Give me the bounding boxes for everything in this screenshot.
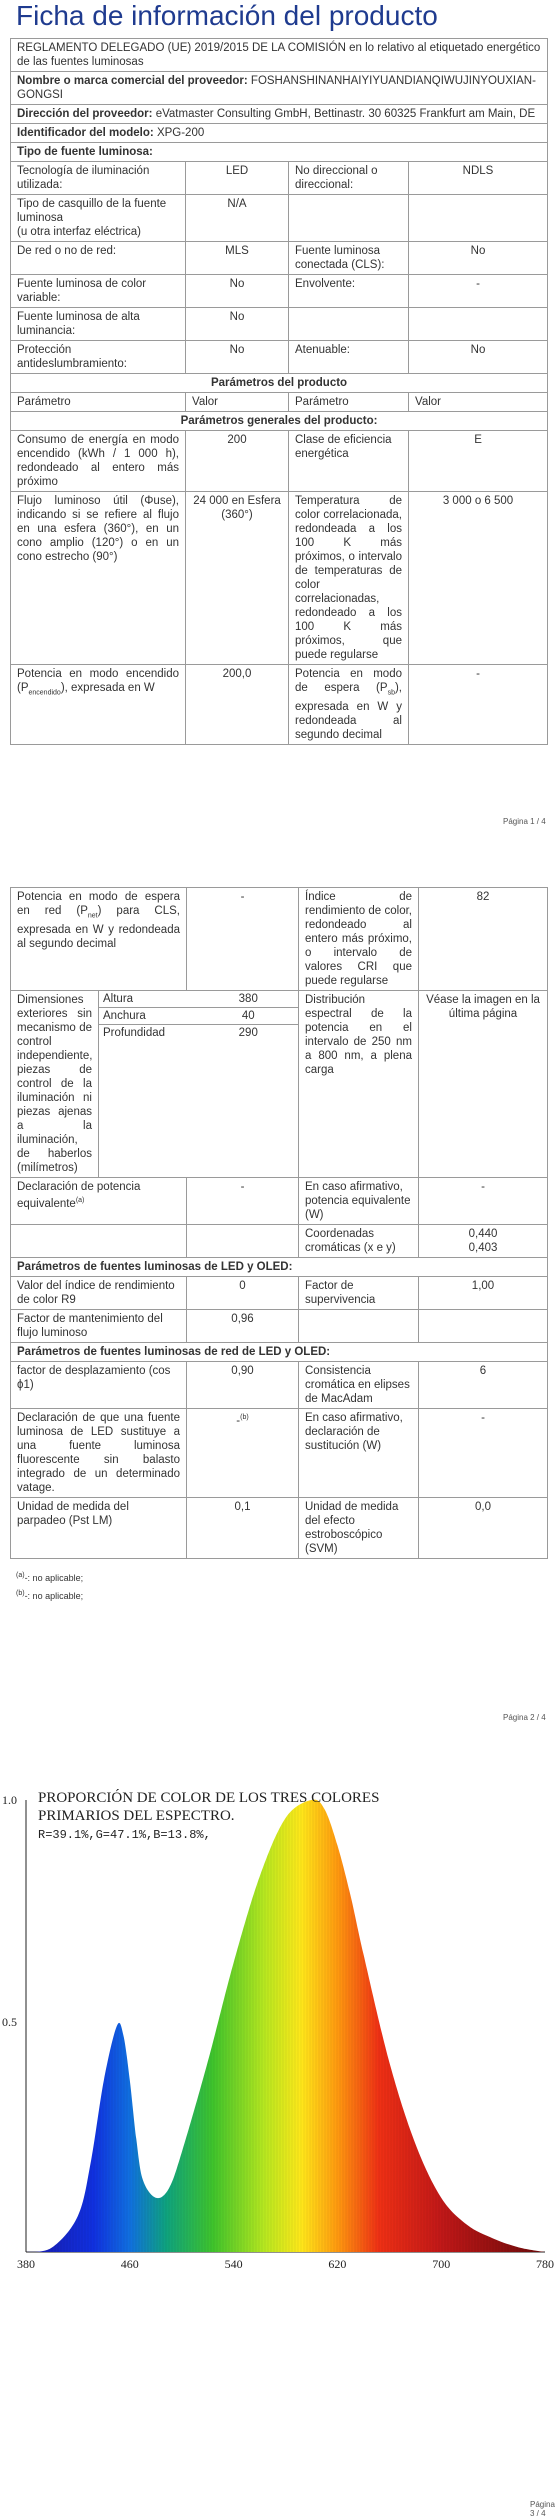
luminous-flux-value: 24 000 en Esfera (360°) [186, 492, 289, 665]
light-type-label-2: No direccional o direccional: [289, 162, 409, 195]
product-info-table-page2 [10, 887, 548, 1559]
y-tick-label: 1.0 [2, 1793, 17, 1807]
cri-label: Índice de rendimiento de color, redondeado al entero más próximo, o intervalo de valores CRI que puede regularse [299, 888, 419, 991]
dim-depth-value: 290 [238, 1027, 258, 1039]
dim-width-label: Anchura [99, 1008, 199, 1025]
color-consistency-value: 6 [419, 1362, 548, 1409]
flux-maintenance-value: 0,96 [187, 1310, 299, 1343]
r9-value: 0 [187, 1277, 299, 1310]
light-type-value: No [186, 275, 289, 308]
light-type-row [11, 275, 548, 308]
light-type-row [11, 308, 548, 341]
light-type-label: Tipo de casquillo de la fuente luminosa (u otra interfaz eléctrica) [11, 195, 186, 242]
on-mode-power-label: Potencia en modo encendido $(P_{encendido})$, expresada en W [11, 665, 186, 745]
chart-ratio: R=39.1%,G=47.1%,B=13.8%, [38, 1828, 211, 1842]
dimensions-label: Dimensiones exteriores sin mecanismo de control independiente, piezas de control de la iluminación ni piezas ajenas a la iluminación, de haberlos (milímetros) [11, 991, 99, 1178]
equivalent-power-value: - [187, 1178, 299, 1225]
regulation-text: REGLAMENTO DELEGADO (UE) 2019/2015 DE LA COMISIÓN en lo relativo al etiquetado energético de las fuentes luminosas [11, 39, 548, 72]
empty-cell [187, 1225, 299, 1258]
equivalent-power-w-value: - [419, 1178, 548, 1225]
efficiency-class-value: E [409, 431, 548, 492]
model-row [11, 124, 548, 143]
light-type-value: N/A [186, 195, 289, 242]
dim-height-label: Altura [99, 991, 199, 1008]
equivalent-power-w-label: En caso afirmativo, potencia equivalente (W) [299, 1178, 419, 1225]
displacement-factor-label: factor de desplazamiento (cos ϕ1) [11, 1362, 187, 1409]
chart-title-line1: PROPORCIÓN DE COLOR DE LOS TRES COLORES [38, 1790, 380, 1806]
light-type-value: No [186, 308, 289, 341]
dim-width-value: 40 [199, 1008, 299, 1025]
stroboscopic-value: 0,0 [419, 1498, 548, 1559]
page-title: Ficha de información del producto [16, 0, 438, 31]
empty-cell [299, 1310, 419, 1343]
footnote-b: $^{(b)}$-: no aplicable; [16, 1590, 84, 1601]
supplier-address-row [11, 105, 548, 124]
light-type-value-2: No [409, 341, 548, 374]
col-value-1: Valor [186, 393, 289, 412]
light-type-value: MLS [186, 242, 289, 275]
on-mode-power-value: 200,0 [186, 665, 289, 745]
empty-cell [419, 1310, 548, 1343]
col-value-2: Valor [409, 393, 548, 412]
equivalent-power-label: Declaración de potencia equivalente$^{(a)}$ [11, 1178, 187, 1225]
model-label: Identificador del modelo: [17, 127, 154, 139]
luminous-flux-label: Flujo luminoso útil (Φuse), indicando si se refiere al flujo en una esfera (360°), en un cono amplio (120°) o en un cono estrecho (90°) [11, 492, 186, 665]
empty-cell [11, 1225, 187, 1258]
product-info-table-page1 [10, 38, 548, 745]
x-tick-labels [17, 2257, 554, 2271]
led-replacement-label: Declaración de que una fuente luminosa de LED sustituye a una fuente luminosa fluorescente sin balasto integrado de un determinado vatage. [11, 1409, 187, 1498]
dimensions-values [99, 991, 299, 1178]
displacement-factor-value: 0,90 [187, 1362, 299, 1409]
led-params-heading: Parámetros de fuentes luminosas de LED y OLED: [11, 1258, 548, 1277]
light-type-label: Fuente luminosa de color variable: [11, 275, 186, 308]
product-params-heading: Parámetros del producto [11, 374, 548, 393]
energy-consumption-label: Consumo de energía en modo encendido (kWh / 1 000 h), redondeado al entero más próximo [11, 431, 186, 492]
standby-power-label: Potencia en modo de espera $(P_{sb})$, expresada en W y redondeada al segundo decimal [289, 665, 409, 745]
light-type-value-2: - [409, 275, 548, 308]
light-type-row [11, 195, 548, 242]
col-param-1: Parámetro [11, 393, 186, 412]
stroboscopic-label: Unidad de medida del efecto estroboscópico (SVM) [299, 1498, 419, 1559]
standby-power-value: - [409, 665, 548, 745]
light-type-label: Tecnología de iluminación utilizada: [11, 162, 186, 195]
light-type-label-2: Fuente luminosa conectada (CLS): [289, 242, 409, 275]
page-number-3: Página 3 / 4 [530, 2500, 555, 2518]
color-consistency-label: Consistencia cromática en elipses de MacAdam [299, 1362, 419, 1409]
model-value: XPG-200 [156, 127, 205, 139]
light-type-value-2: No [409, 242, 548, 275]
general-params-heading: Parámetros generales del producto: [11, 412, 548, 431]
spectral-distribution-value: Véase la imagen en la última página [419, 991, 548, 1178]
light-type-label-2: Envolvente: [289, 275, 409, 308]
light-type-label: Protección antideslumbramiento: [11, 341, 186, 374]
led-replacement-value: -$^{(b)}$ [187, 1409, 299, 1498]
dim-height-value: 380 [199, 991, 299, 1008]
chart-title-line2: PRIMARIOS DEL ESPECTRO. [38, 1808, 235, 1824]
cri-value: 82 [419, 888, 548, 991]
light-type-value-2 [409, 308, 548, 341]
r9-label: Valor del índice de rendimiento de color R9 [11, 1277, 187, 1310]
network-standby-label: Potencia en modo de espera en red $(P_{net})$ para CLS, expresada en W y redondeada al segundo decimal [11, 888, 187, 991]
page-number-2: Página 2 / 4 [503, 1713, 546, 1722]
supplier-name-row [11, 72, 548, 105]
light-type-row [11, 341, 548, 374]
dim-depth-label: Profundidad [103, 1027, 166, 1039]
light-type-row [11, 242, 548, 275]
x-tick-label: 540 [224, 2257, 243, 2271]
x-tick-label: 620 [328, 2257, 347, 2271]
light-type-label-2: Atenuable: [289, 341, 409, 374]
efficiency-class-label: Clase de eficiencia energética [289, 431, 409, 492]
light-type-label-2 [289, 308, 409, 341]
page-number-1: Página 1 / 4 [503, 817, 546, 826]
light-type-heading: Tipo de fuente luminosa: [11, 143, 548, 162]
survival-factor-label: Factor de supervivencia [299, 1277, 419, 1310]
light-type-label-2 [289, 195, 409, 242]
energy-consumption-value: 200 [186, 431, 289, 492]
flicker-value: 0,1 [187, 1498, 299, 1559]
y-tick-label: 0.5 [2, 2015, 17, 2029]
supplier-name-label: Nombre o marca comercial del proveedor: [17, 75, 248, 87]
light-type-value: No [186, 341, 289, 374]
col-param-2: Parámetro [289, 393, 409, 412]
survival-factor-value: 1,00 [419, 1277, 548, 1310]
light-type-label: Fuente luminosa de alta luminancia: [11, 308, 186, 341]
network-standby-value: - [187, 888, 299, 991]
chromaticity-label: Coordenadas cromáticas (x e y) [299, 1225, 419, 1258]
light-type-value-2 [409, 195, 548, 242]
supplier-address-value: eVatmaster Consulting GmbH, Bettinastr. 30 60325 Frankfurt am Main, DE [155, 108, 536, 120]
replacement-declaration-label: En caso afirmativo, declaración de sustitución (W) [299, 1409, 419, 1498]
light-type-row [11, 162, 548, 195]
x-tick-label: 700 [432, 2257, 451, 2271]
spectrum-chart [0, 1760, 557, 2500]
x-tick-label: 780 [536, 2257, 554, 2271]
light-type-rows [11, 162, 548, 374]
flux-maintenance-label: Factor de mantenimiento del flujo luminoso [11, 1310, 187, 1343]
mains-led-params-heading: Parámetros de fuentes luminosas de red de LED y OLED: [11, 1343, 548, 1362]
replacement-declaration-value: - [419, 1409, 548, 1498]
light-type-value: LED [186, 162, 289, 195]
light-type-value-2: NDLS [409, 162, 548, 195]
spectral-distribution-label: Distribución espectral de la potencia en el intervalo de 250 nm a 800 nm, a plena carga [299, 991, 419, 1178]
x-tick-label: 460 [120, 2257, 139, 2271]
color-temperature-label: Temperatura de color correlacionada, redondeada a los 100 K más próximos, o intervalo de temperaturas de color correlacionadas, redondeado a los 100 K más próximos, que puede regularse [289, 492, 409, 665]
chromaticity-value: 0,440 0,403 [419, 1225, 548, 1258]
supplier-name-value: FOSHANSHINANHAIYIYUANDIANQIWUJINYOUXIAN-GONGSI [17, 75, 536, 101]
flicker-label: Unidad de medida del parpadeo (Pst LM) [11, 1498, 187, 1559]
light-type-label: De red o no de red: [11, 242, 186, 275]
footnote-a: $^{(a)}$-: no aplicable; [16, 1572, 84, 1583]
x-tick-label: 380 [17, 2257, 35, 2271]
supplier-address-label: Dirección del proveedor: [17, 108, 153, 120]
color-temperature-value: 3 000 o 6 500 [409, 492, 548, 665]
